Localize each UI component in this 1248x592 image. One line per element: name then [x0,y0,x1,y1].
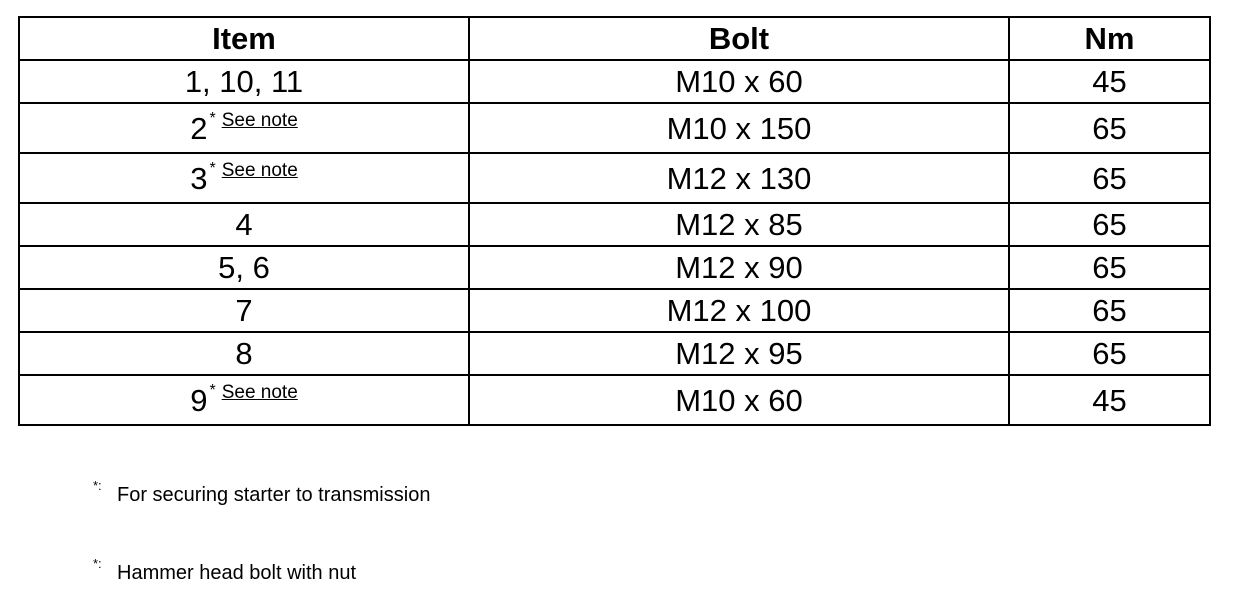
item-number: 3 [190,160,208,196]
item-cell [19,153,469,203]
table-row [19,103,1210,153]
item-number: 2 [190,110,208,146]
bolt-cell: M12 x 95 [469,332,1009,375]
bolt-cell: M12 x 130 [469,153,1009,203]
bolt-cell: M10 x 60 [469,375,1009,425]
nm-cell: 65 [1009,289,1210,332]
table-row [19,332,1210,375]
bolt-cell: M10 x 60 [469,60,1009,103]
footnote-starter [93,478,431,507]
item-number: 4 [235,207,253,242]
item-cell [19,289,469,332]
bolt-torque-table [18,16,1211,426]
nm-cell: 45 [1009,375,1210,425]
table-row [19,203,1210,246]
table-row [19,153,1210,203]
item-number: 7 [235,293,253,328]
header-item: Item [19,17,469,60]
footnote-hammer-head [93,556,357,585]
see-note-link[interactable]: See note [221,381,298,403]
table-row [19,60,1210,103]
item-number: 8 [235,336,253,371]
item-number: 1, 10, 11 [184,64,304,99]
item-cell [19,332,469,375]
see-note-link[interactable]: See note [221,109,298,131]
nm-cell: 65 [1009,203,1210,246]
table-header-row [19,17,1210,60]
table-row [19,375,1210,425]
bolt-cell: M12 x 85 [469,203,1009,246]
footnote-star: * [209,381,216,399]
see-note-link[interactable]: See note [221,159,298,181]
item-cell [19,246,469,289]
table-row [19,289,1210,332]
header-nm: Nm [1009,17,1210,60]
footnote-mark: *: [93,556,102,571]
bolt-cell: M12 x 100 [469,289,1009,332]
header-bolt: Bolt [469,17,1009,60]
table-row [19,246,1210,289]
footnote-mark: *: [93,478,102,493]
item-cell [19,203,469,246]
item-cell [19,375,469,425]
item-cell [19,60,469,103]
bolt-cell: M12 x 90 [469,246,1009,289]
footnote-star: * [209,109,216,127]
item-number: 9 [190,382,208,418]
footnote-star: * [209,159,216,177]
nm-cell: 45 [1009,60,1210,103]
footnote-text: Hammer head bolt with nut [117,562,357,584]
nm-cell: 65 [1009,246,1210,289]
bolt-cell: M10 x 150 [469,103,1009,153]
nm-cell: 65 [1009,153,1210,203]
nm-cell: 65 [1009,103,1210,153]
footnote-text: For securing starter to transmission [117,484,431,506]
item-number: 5, 6 [218,250,270,285]
item-cell [19,103,469,153]
nm-cell: 65 [1009,332,1210,375]
